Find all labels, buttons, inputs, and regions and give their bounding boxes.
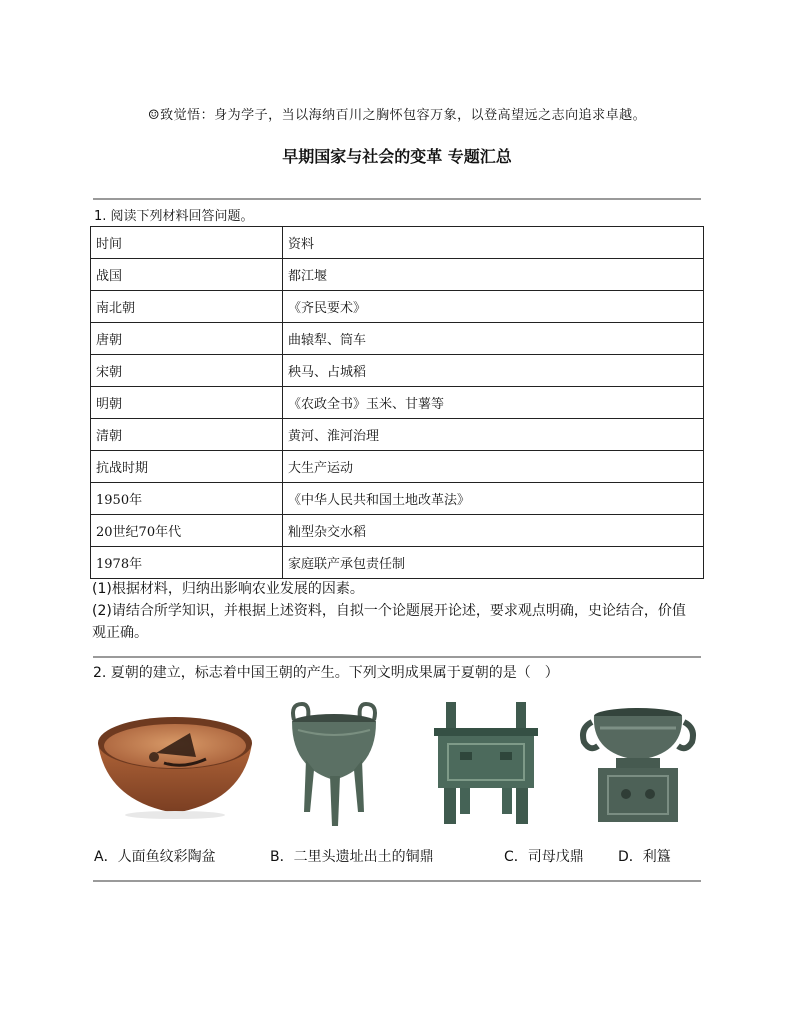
table-cell-material: 大生产运动 <box>283 451 704 483</box>
motto-line: ☺致觉悟：身为学子，当以海纳百川之胸怀包容万象，以登高望远之志向追求卓越。 <box>147 108 647 123</box>
table-cell-material: 黄河、淮河治理 <box>283 419 704 451</box>
table-header-cell: 资料 <box>283 227 704 259</box>
table-cell-material: 籼型杂交水稻 <box>283 515 704 547</box>
table-cell-period: 抗战时期 <box>91 451 283 483</box>
table-row <box>91 451 704 483</box>
option-text: 司母戊鼎 <box>527 849 584 865</box>
option-text: 利簋 <box>642 849 671 865</box>
option-c[interactable] <box>504 846 584 866</box>
table-cell-material: 都江堰 <box>283 259 704 291</box>
pottery-basin-image <box>94 703 256 821</box>
table-cell-period: 1978年 <box>91 547 283 579</box>
option-text: 人面鱼纹彩陶盆 <box>117 849 216 865</box>
option-text: 二里头遗址出土的铜鼎 <box>293 849 434 865</box>
question-1-intro: 1. 阅读下列材料回答问题。 <box>94 209 254 224</box>
option-d[interactable] <box>618 846 671 866</box>
divider-middle <box>93 656 701 658</box>
divider-top <box>93 198 701 200</box>
table-row <box>91 259 704 291</box>
table-cell-period: 明朝 <box>91 387 283 419</box>
option-letter: A． <box>94 849 118 865</box>
table-cell-material: 《齐民要术》 <box>283 291 704 323</box>
table-cell-period: 清朝 <box>91 419 283 451</box>
question-2-stem: 2. 夏朝的建立，标志着中国王朝的产生。下列文明成果属于夏朝的是（ ） <box>93 665 559 681</box>
table-cell-material: 家庭联产承包责任制 <box>283 547 704 579</box>
li-gui-image <box>578 702 698 826</box>
table-cell-material: 《中华人民共和国土地改革法》 <box>283 483 704 515</box>
option-letter: B． <box>270 849 294 865</box>
table-row <box>91 291 704 323</box>
table-cell-period: 20世纪70年代 <box>91 515 283 547</box>
table-cell-period: 南北朝 <box>91 291 283 323</box>
table-row <box>91 515 704 547</box>
table-row <box>91 547 704 579</box>
simuwu-ding-image <box>430 700 542 828</box>
erlitou-bronze-ding-image <box>284 700 384 830</box>
question-1-part-1: (1)根据材料，归纳出影响农业发展的因素。 <box>92 581 364 597</box>
table-cell-material: 秧马、占城稻 <box>283 355 704 387</box>
table-row <box>91 419 704 451</box>
option-letter: C． <box>504 849 528 865</box>
table-cell-material: 曲辕犁、筒车 <box>283 323 704 355</box>
table-cell-material: 《农政全书》玉米、甘薯等 <box>283 387 704 419</box>
question-1-part-2: (2)请结合所学知识，并根据上述资料，自拟一个论题展开论述，要求观点明确，史论结合，价值观正确。 <box>92 603 686 641</box>
option-b[interactable] <box>270 846 434 866</box>
materials-table <box>90 226 704 579</box>
table-row <box>91 387 704 419</box>
table-row <box>91 323 704 355</box>
page-title: 早期国家与社会的变革 专题汇总 <box>282 147 512 166</box>
divider-bottom <box>93 880 701 882</box>
table-header-row <box>91 227 704 259</box>
table-cell-period: 唐朝 <box>91 323 283 355</box>
table-cell-period: 1950年 <box>91 483 283 515</box>
table-row <box>91 355 704 387</box>
table-row <box>91 483 704 515</box>
table-header-cell: 时间 <box>91 227 283 259</box>
option-a[interactable] <box>94 846 216 866</box>
table-cell-period: 战国 <box>91 259 283 291</box>
option-letter: D． <box>618 849 643 865</box>
table-cell-period: 宋朝 <box>91 355 283 387</box>
